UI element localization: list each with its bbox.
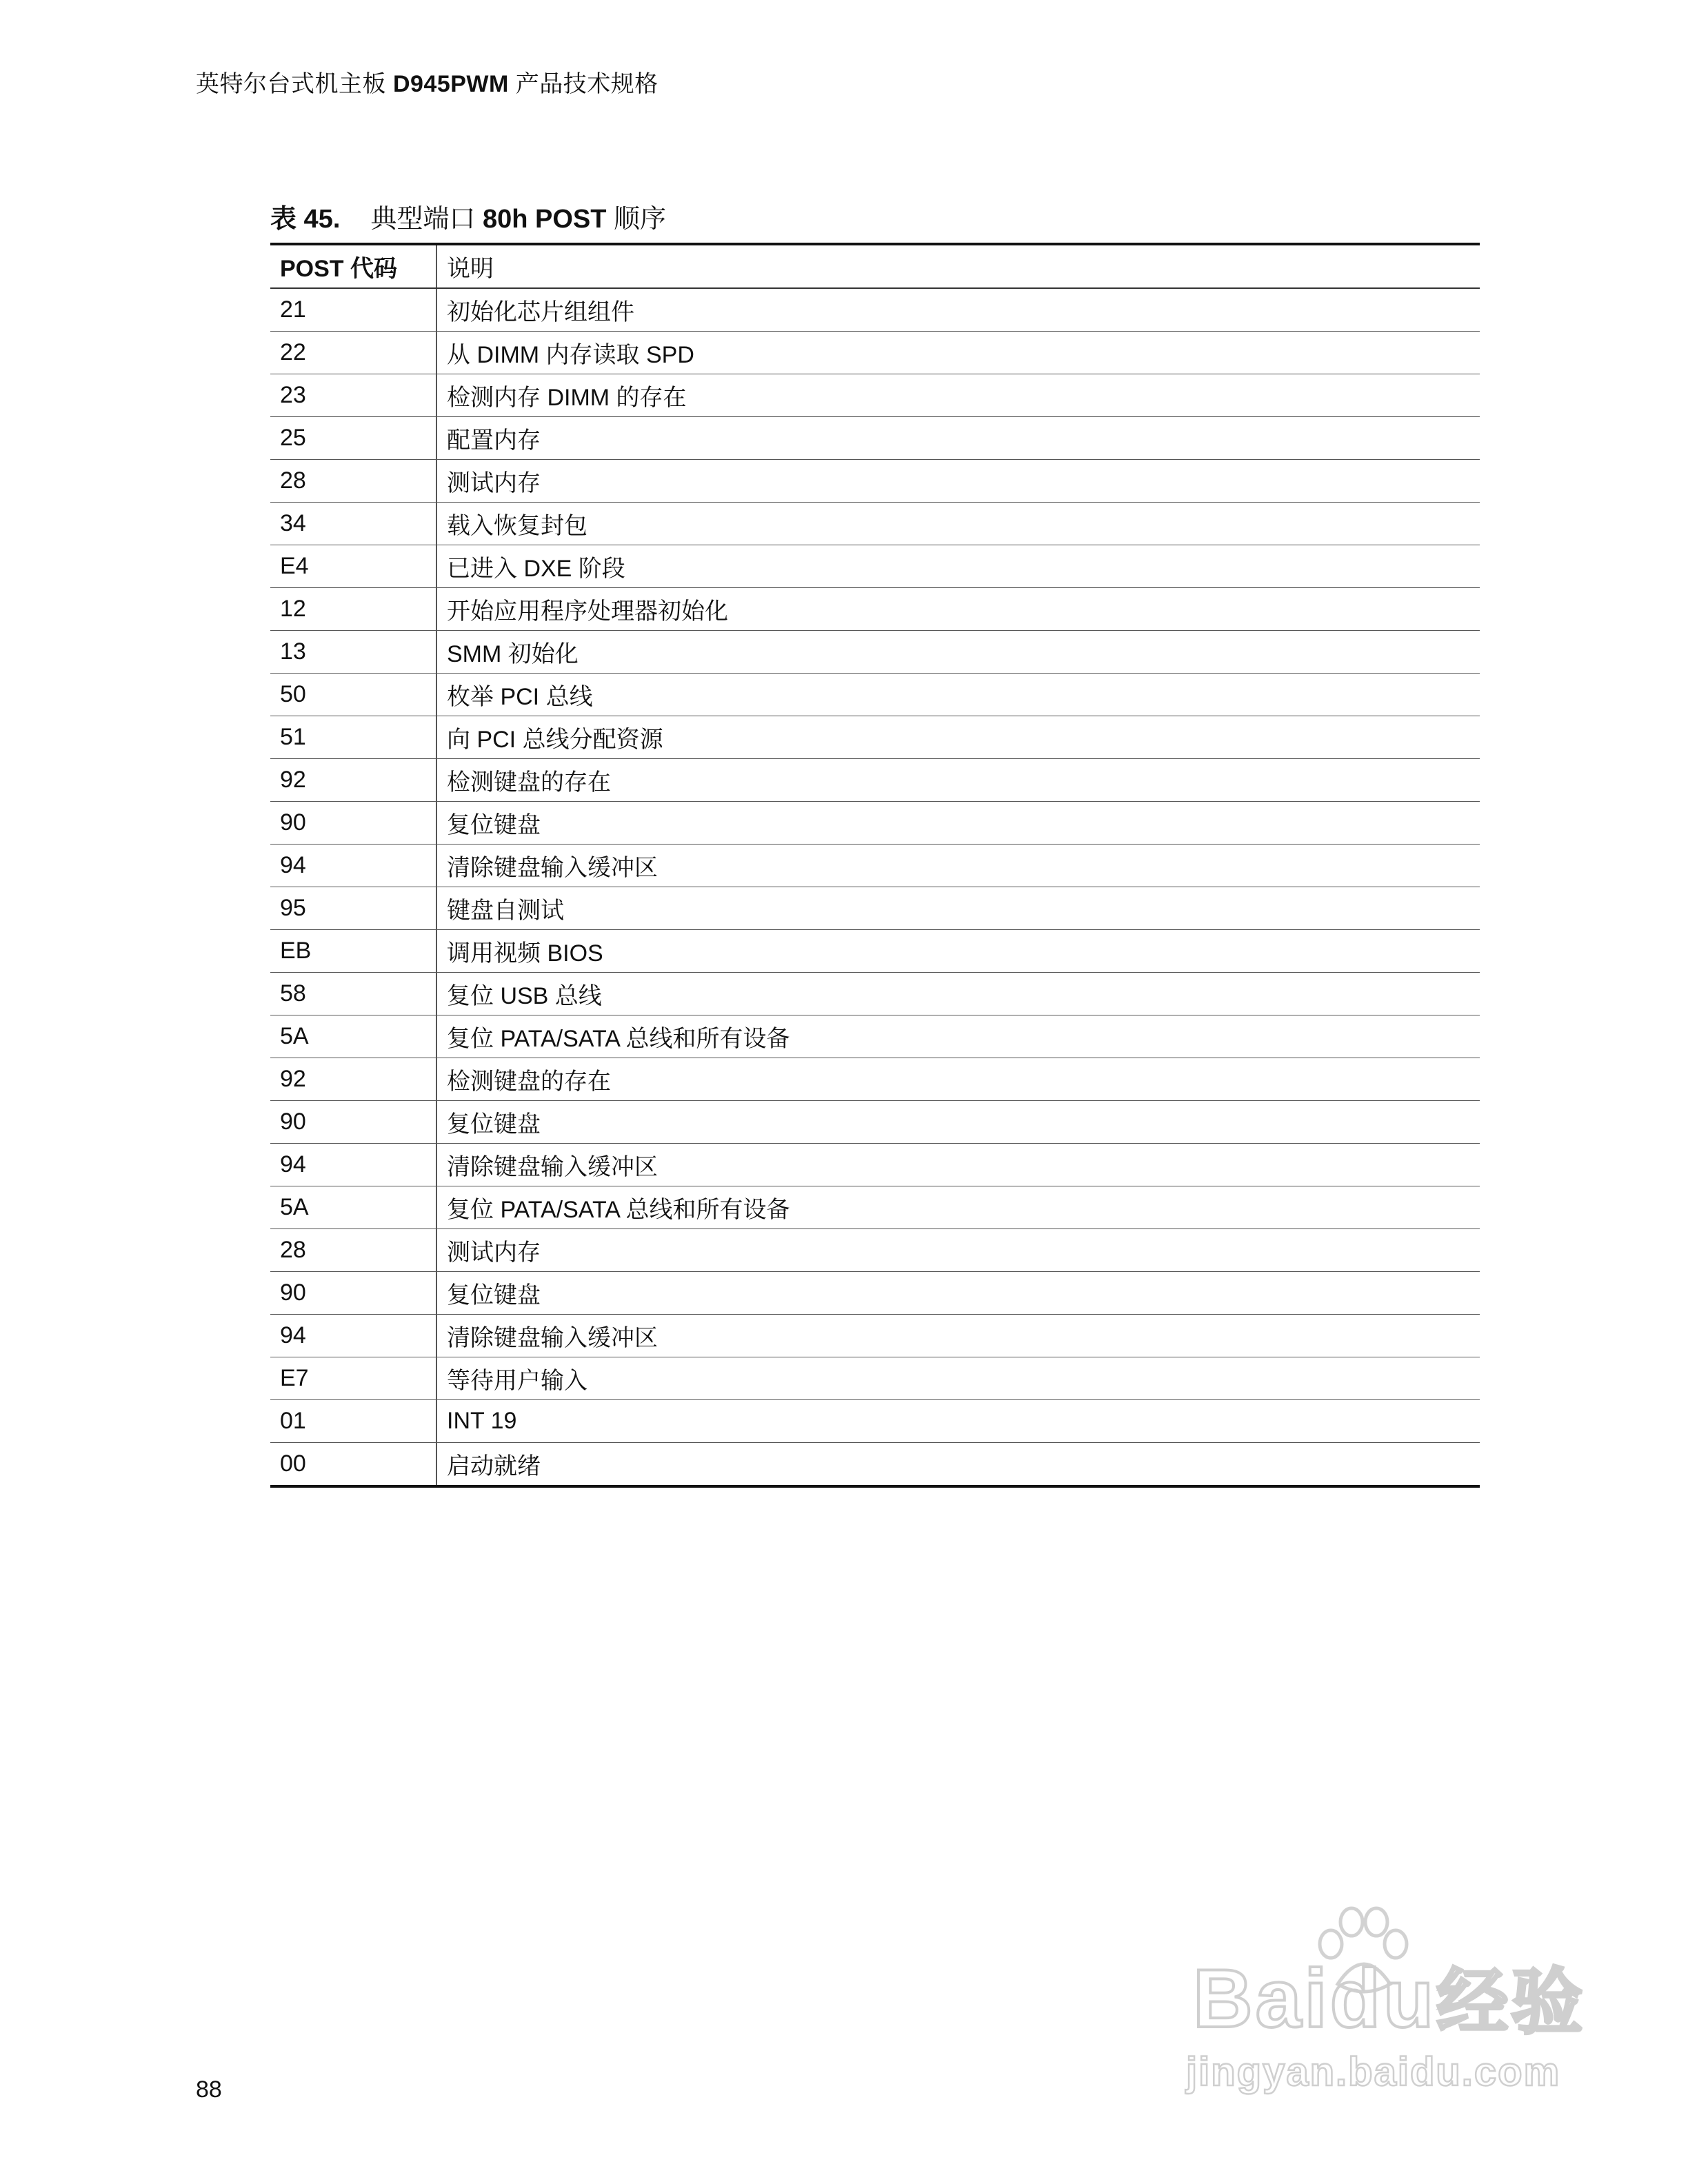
table-caption [270, 197, 666, 235]
watermark-logo-cn: 经验 [1436, 1963, 1586, 2043]
caption-text-bold: 80h POST [482, 205, 607, 234]
watermark-logo [1193, 1944, 1585, 2048]
watermark-logo-du: du [1329, 1952, 1437, 2045]
post-code-cell: 01 [270, 1400, 436, 1443]
header-model: D945PWM [392, 71, 509, 97]
description-cell: 测试内存 [436, 460, 1480, 503]
table-row [270, 1144, 1480, 1186]
post-code-cell: 90 [270, 1101, 436, 1144]
description-cell: 清除键盘输入缓冲区 [436, 1315, 1480, 1357]
caption-text-prefix: 典型端口 [370, 205, 476, 234]
post-code-cell: E4 [270, 545, 436, 588]
post-code-cell: 28 [270, 1229, 436, 1272]
description-cell: 复位 PATA/SATA 总线和所有设备 [436, 1186, 1480, 1229]
table-row [270, 930, 1480, 973]
table-row [270, 1058, 1480, 1101]
post-code-cell: 94 [270, 845, 436, 887]
header-post-code: POST 代码 [270, 244, 436, 288]
post-code-cell: 58 [270, 973, 436, 1015]
description-cell: 检测内存 DIMM 的存在 [436, 374, 1480, 417]
caption-text-suffix: 顺序 [614, 205, 667, 234]
description-cell: 向 PCI 总线分配资源 [436, 716, 1480, 759]
description-cell: 等待用户输入 [436, 1357, 1480, 1400]
description-cell: INT 19 [436, 1400, 1480, 1443]
description-cell: 键盘自测试 [436, 887, 1480, 930]
description-cell: 启动就绪 [436, 1443, 1480, 1487]
table-row [270, 1101, 1480, 1144]
post-code-cell: 51 [270, 716, 436, 759]
post-code-cell: 12 [270, 588, 436, 631]
description-cell: 检测键盘的存在 [436, 1058, 1480, 1101]
description-cell: 配置内存 [436, 417, 1480, 460]
baidu-watermark [1172, 1903, 1600, 2110]
watermark-url: jingyan.baidu.com [1186, 2050, 1561, 2094]
table-row [270, 802, 1480, 845]
table-row [270, 1357, 1480, 1400]
description-cell: 测试内存 [436, 1229, 1480, 1272]
table-row [270, 374, 1480, 417]
table-row [270, 545, 1480, 588]
description-cell: 复位键盘 [436, 802, 1480, 845]
post-code-cell: 50 [270, 674, 436, 716]
table-row [270, 288, 1480, 332]
description-cell: 已进入 DXE 阶段 [436, 545, 1480, 588]
table-row [270, 1015, 1480, 1058]
post-code-cell: 00 [270, 1443, 436, 1487]
post-code-cell: 28 [270, 460, 436, 503]
watermark-logo-latin: Bai [1193, 1952, 1330, 2045]
page-header [196, 65, 659, 99]
description-cell: 载入恢复封包 [436, 503, 1480, 545]
table-row [270, 716, 1480, 759]
description-cell: 复位 PATA/SATA 总线和所有设备 [436, 1015, 1480, 1058]
header-description: 说明 [436, 244, 1480, 288]
post-code-cell: 92 [270, 759, 436, 802]
table-row [270, 417, 1480, 460]
post-code-cell: 90 [270, 1272, 436, 1315]
post-code-cell: 94 [270, 1144, 436, 1186]
post-code-cell: 34 [270, 503, 436, 545]
post-code-cell: 94 [270, 1315, 436, 1357]
post-code-cell: 25 [270, 417, 436, 460]
description-cell: 复位键盘 [436, 1272, 1480, 1315]
table-row [270, 1315, 1480, 1357]
description-cell: 复位 USB 总线 [436, 973, 1480, 1015]
post-code-cell: 13 [270, 631, 436, 674]
description-cell: 检测键盘的存在 [436, 759, 1480, 802]
table-row [270, 1229, 1480, 1272]
description-cell: 开始应用程序处理器初始化 [436, 588, 1480, 631]
post-code-cell: 5A [270, 1186, 436, 1229]
description-cell: 从 DIMM 内存读取 SPD [436, 332, 1480, 374]
table-row [270, 1272, 1480, 1315]
header-title-suffix: 产品技术规格 [515, 71, 659, 97]
post-code-cell: 21 [270, 288, 436, 332]
table-row [270, 503, 1480, 545]
table-row [270, 973, 1480, 1015]
post-code-cell: E7 [270, 1357, 436, 1400]
table-row [270, 332, 1480, 374]
post-code-table [270, 243, 1480, 1488]
description-cell: 枚举 PCI 总线 [436, 674, 1480, 716]
table-body [270, 288, 1480, 1486]
table-row [270, 631, 1480, 674]
page-number: 88 [196, 2076, 222, 2103]
description-cell: 清除键盘输入缓冲区 [436, 1144, 1480, 1186]
table-row [270, 1186, 1480, 1229]
post-code-cell: EB [270, 930, 436, 973]
table-row [270, 845, 1480, 887]
description-cell: 调用视频 BIOS [436, 930, 1480, 973]
table-row [270, 1400, 1480, 1443]
post-code-cell: 95 [270, 887, 436, 930]
table-number: 表 45. [270, 205, 341, 234]
table-row [270, 588, 1480, 631]
post-code-cell: 92 [270, 1058, 436, 1101]
post-code-cell: 5A [270, 1015, 436, 1058]
table-row [270, 460, 1480, 503]
post-code-cell: 22 [270, 332, 436, 374]
table-header-row [270, 244, 1480, 288]
post-code-cell: 90 [270, 802, 436, 845]
table-row [270, 887, 1480, 930]
description-cell: SMM 初始化 [436, 631, 1480, 674]
description-cell: 复位键盘 [436, 1101, 1480, 1144]
table-row [270, 674, 1480, 716]
post-code-cell: 23 [270, 374, 436, 417]
description-cell: 清除键盘输入缓冲区 [436, 845, 1480, 887]
table-row [270, 759, 1480, 802]
header-title-prefix: 英特尔台式机主板 [196, 71, 386, 97]
description-cell: 初始化芯片组组件 [436, 288, 1480, 332]
table-row [270, 1443, 1480, 1487]
